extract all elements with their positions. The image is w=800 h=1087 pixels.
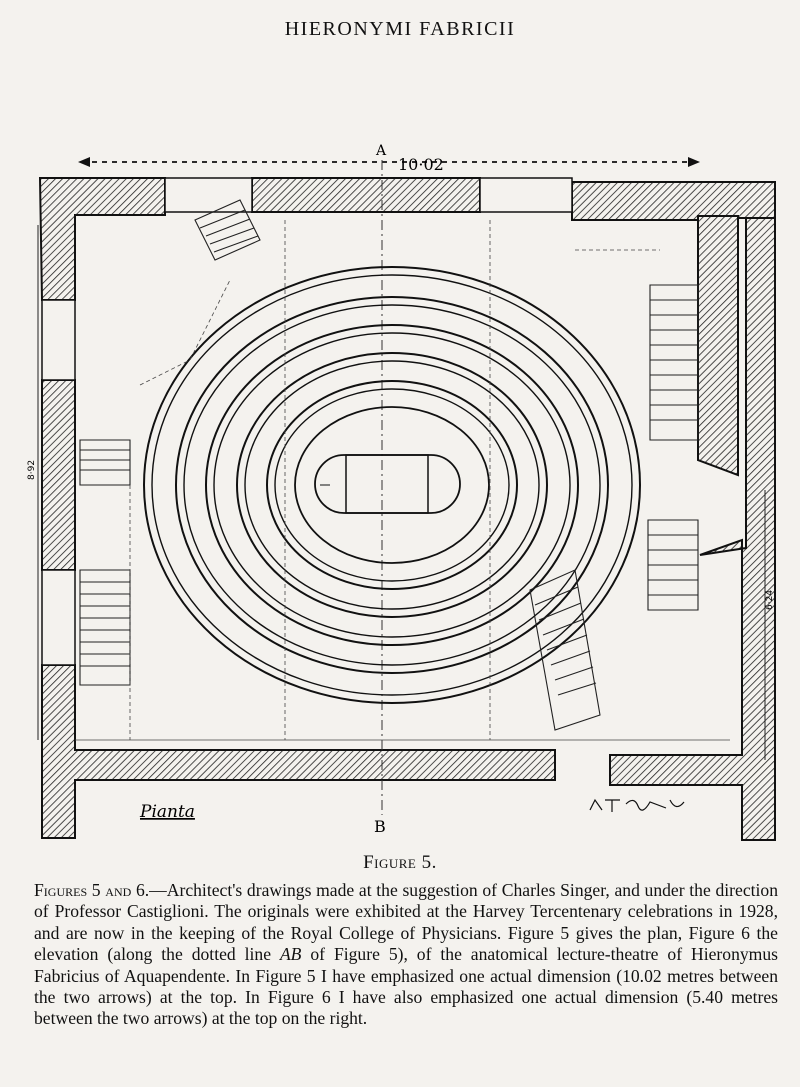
- openings: [42, 178, 572, 665]
- dissection-table: [315, 455, 460, 513]
- marker-b-label: B: [374, 817, 386, 836]
- dimension-left-label: 8·92: [27, 459, 37, 480]
- architect-signature-glyph: [590, 800, 684, 812]
- marker-a-label: A: [376, 143, 387, 159]
- top-dimension: [78, 157, 700, 167]
- caption-sentence-1: —Architect's drawings made at the suggestion of Charles Singer, and under the direction of Professor Castiglioni. The originals were exhibited at the Harvey Tercentenary celebrations in 1928, and are now in the keeping of the Royal College of Physicians. Figure 5 gives the plan, Figure 6 the elevation (along the dotted line: [34, 880, 778, 965]
- caption-ab: AB: [279, 944, 302, 965]
- pianta-label: Pianta: [140, 802, 195, 822]
- stairs: [80, 200, 698, 730]
- walls: [40, 178, 775, 840]
- floor-plan-drawing: [27, 140, 790, 850]
- figure-label: Figure 5.: [363, 852, 437, 873]
- dimension-right-label: 6·24: [765, 589, 775, 610]
- dimension-top-label: 10·02: [398, 155, 444, 174]
- caption-sentence-2: of Figure 5), of the anatomical lecture-theatre of Hieronymus Fabricius of Aquapendente. In Figure 5 I have emphasized one actual dimension (10.02 metres between the two arrows) at the top. In Figure 6 I have also emphasized one actual dimension (5.40 metres between the two arrows) at the top on the right.: [34, 944, 778, 1029]
- tier-rings: [144, 267, 640, 703]
- caption-lead: Figures 5 and 6.: [34, 880, 150, 900]
- caption: [34, 880, 778, 1030]
- running-header: HIERONYMI FABRICII: [284, 18, 516, 40]
